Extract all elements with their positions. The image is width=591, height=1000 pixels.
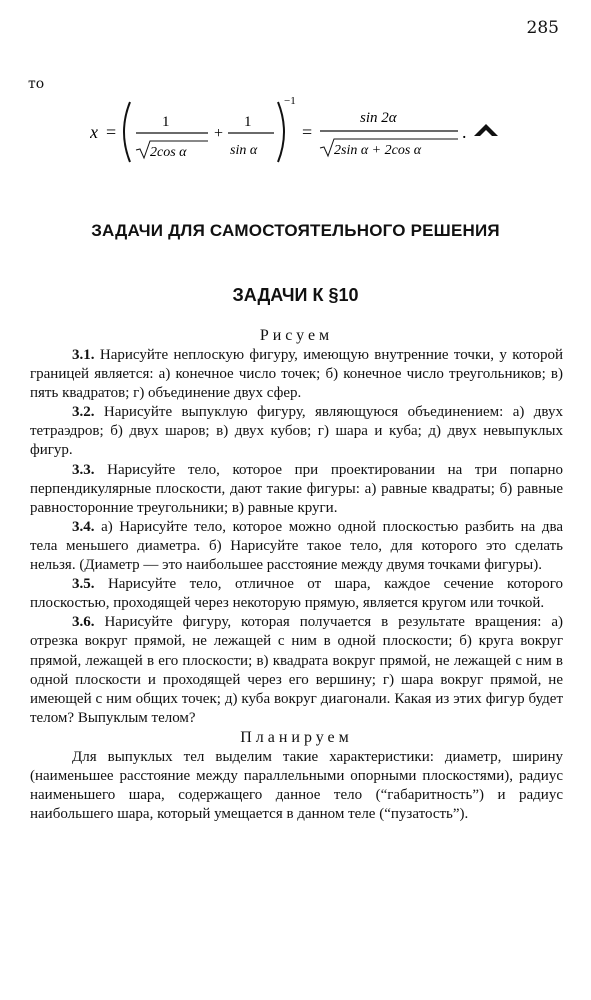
problem-text: Нарисуйте фигуру, которая получается в результате вращения: а) отрезка вокруг прямой, не лежащей с ним в одной плоскости; б) круга вокруг прямой, лежащей в его плоскости; в) квадрата вокруг прямой, не лежащей с ним в одной плоскости и проходящей через его вершину; г) шара вокруг прямой, не имеющей с ним общих точек; д) куба вокруг диагонали. Какая из этих фигур будет телом? Выпуклым телом?	[30, 614, 564, 726]
formula-equals-2: =	[302, 122, 313, 142]
problem-number: 3.4.	[72, 518, 95, 535]
lead-word: то	[28, 76, 45, 92]
plan-paragraph: Для выпуклых тел выделим такие характеристики: диаметр, ширину (наименьшее расстояние между параллельными опорными плоскостями), радиус наименьшего шара, содержащего данное тело (“габаритность”) и радиус наибольшего шара, который умещается в данном теле (“пузатость”).	[30, 748, 563, 823]
problem-3-6	[30, 613, 563, 728]
right-paren	[278, 102, 284, 162]
problem-text: Нарисуйте тело, которое при проектировании на три попарно перпендикулярные плоскости, дают такие фигуры: а) равные квадраты; б) равные равносторонние треугольники; в) равные круги.	[30, 461, 564, 516]
left-paren	[124, 102, 130, 162]
page-number: 285	[526, 18, 559, 38]
term2-denominator: sin α	[230, 143, 258, 158]
problem-3-1	[30, 346, 563, 403]
formula-plus: +	[214, 125, 224, 142]
formula-exponent: −1	[284, 95, 296, 107]
draw-heading: Рисуем	[259, 327, 334, 344]
problem-3-3	[30, 461, 563, 518]
body-text	[30, 326, 563, 824]
term1-numerator: 1	[162, 114, 170, 130]
problem-3-5	[30, 575, 563, 613]
term2-numerator: 1	[244, 114, 252, 130]
problem-text: Нарисуйте неплоскую фигуру, имеющую внутренние точки, у которой границей является: а) конечное число точек; б) конечное число треугольников; в) пять квадратов; г) объединение двух сфер.	[30, 347, 564, 402]
problem-number: 3.3.	[72, 461, 95, 478]
formula	[90, 92, 520, 177]
problem-3-2	[30, 403, 563, 460]
problem-text: Нарисуйте выпуклую фигуру, являющуюся объединением: а) двух тетраэдров; б) двух шаров; в) двух кубов; г) шара и куба; д) двух невыпуклых фигур.	[30, 404, 563, 459]
end-of-proof-triangle-icon	[474, 124, 498, 136]
formula-lhs: x	[90, 122, 98, 142]
problem-number: 3.2.	[72, 404, 95, 421]
rhs-denominator: 2sin α + 2cos α	[334, 143, 422, 158]
formula-svg	[90, 92, 520, 172]
formula-equals: =	[106, 122, 117, 142]
plan-heading: Планируем	[240, 728, 353, 746]
problem-number: 3.5.	[72, 576, 95, 593]
subsection-heading: ЗАДАЧИ К §10	[232, 285, 359, 305]
formula-period: .	[462, 122, 467, 142]
term1-denominator: 2cos α	[150, 145, 187, 160]
problem-text: Нарисуйте тело, отличное от шара, каждое сечение которого плоскостью, проходящей через некоторую прямую, является кругом или точкой.	[30, 576, 564, 612]
problem-text: а) Нарисуйте тело, которое можно одной плоскостью разбить на два тела меньшего диаметра. б) Нарисуйте такое тело, для которого это сделать нельзя. (Диаметр — это наибольшее расстояние между двумя точками фигуры).	[30, 518, 564, 574]
rhs-numerator: sin 2α	[360, 110, 397, 126]
problem-number: 3.1.	[72, 347, 95, 363]
section-heading: ЗАДАЧИ ДЛЯ САМОСТОЯТЕЛЬНОГО РЕШЕНИЯ	[91, 221, 500, 240]
problem-number: 3.6.	[72, 614, 95, 631]
problem-3-4	[30, 518, 563, 575]
